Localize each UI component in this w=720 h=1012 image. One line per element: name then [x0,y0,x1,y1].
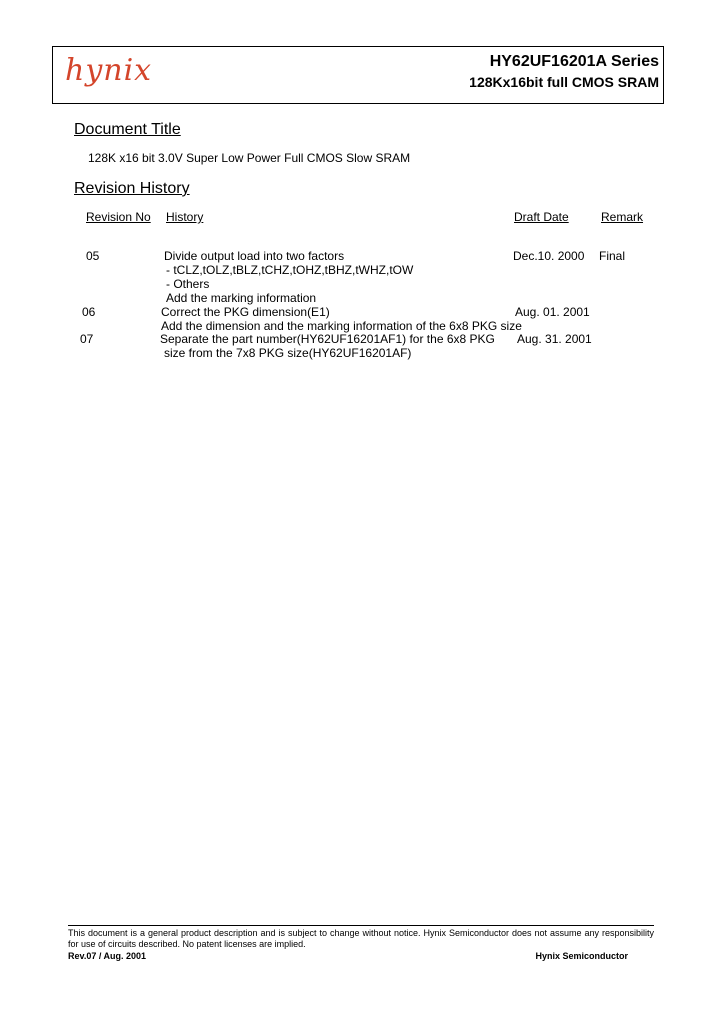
column-header-draft-date: Draft Date [514,210,569,224]
remark: Final [599,249,626,263]
footer-divider [68,925,654,926]
history-line: size from the 7x8 PKG size(HY62UF16201AF) [164,346,412,360]
history-line: Add the marking information [166,291,317,305]
revision-number: 07 [80,332,94,346]
revision-number: 05 [86,249,100,263]
footer-revision: Rev.07 / Aug. 2001 [68,951,147,961]
hynix-logo: hynix [65,53,153,88]
column-header-remark: Remark [601,210,644,224]
series-title: HY62UF16201A Series [489,53,659,70]
draft-date: Dec.10. 2000 [513,249,585,263]
footer-disclaimer: This document is a general product description and is subject to change without notice. Hynix Semiconductor does not assume any responsibility for use of circuits described. No patent licenses are implied. [68,928,654,949]
series-subtitle: 128Kx16bit full CMOS SRAM [469,74,659,90]
draft-date: Aug. 31. 2001 [517,332,592,346]
history-line: Separate the part number(HY62UF16201AF1) for the 6x8 PKG [160,332,495,346]
revision-number: 06 [82,305,96,319]
history-line: - Others [166,277,210,291]
footer-company: Hynix Semiconductor [535,951,628,961]
revision-history-heading: Revision History [74,180,190,197]
header-box [52,46,664,104]
history-line: Divide output load into two factors [164,249,345,263]
document-title-heading: Document Title [74,121,181,138]
history-line: - tCLZ,tOLZ,tBLZ,tCHZ,tOHZ,tBHZ,tWHZ,tOW [166,263,414,277]
history-line: Add the dimension and the marking information of the 6x8 PKG size [161,319,522,333]
document-title-text: 128K x16 bit 3.0V Super Low Power Full CMOS Slow SRAM [88,151,411,165]
draft-date: Aug. 01. 2001 [515,305,590,319]
column-header-history: History [166,210,204,224]
history-line: Correct the PKG dimension(E1) [161,305,330,319]
column-header-revision-no: Revision No [86,210,151,224]
